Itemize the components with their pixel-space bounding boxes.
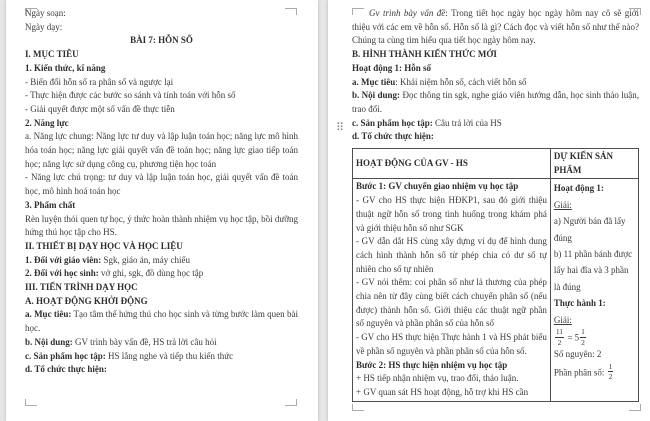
table-drag-handle-icon[interactable]: ⠿	[336, 121, 345, 134]
paragraph	[25, 48, 298, 62]
text-run: II. THIẾT BỊ DẠY HỌC VÀ HỌC LIỆU	[25, 240, 183, 251]
text-run: : Trong tiết học ngày học ngày hôm nay cô sẽ giới thiệu với các em về hỗn số. Hỗn số là gì? Cách đọc và viết hỗn số như thế nào? Chúng ta cùng tìm hiểu qua tiết học ngày hôm nay.	[352, 8, 639, 46]
paragraph	[25, 7, 298, 21]
text-run: - Thực hiện được các bước so sánh và tính toán với hỗn số	[25, 90, 236, 101]
text-run: I. MỤC TIÊU	[25, 49, 79, 60]
page-1	[6, 0, 318, 421]
paragraph	[25, 89, 298, 103]
text-run: - Biến đổi hỗn số ra phân số và ngược lại	[25, 76, 174, 87]
fraction	[555, 328, 564, 346]
text-run: Sgk, giáo án, máy chiếu	[101, 254, 190, 265]
text-run: Đọc thông tin sgk, nghe giáo viên hướng dẫn, học sinh thảo luận, trao đổi.	[352, 90, 639, 114]
text-run: HS lắng nghe và tiếp thu kiến thức	[105, 350, 234, 361]
text-run: - Giải quyết được một số vấn đề thực tiễn	[25, 103, 175, 114]
paragraph	[356, 386, 547, 400]
page-2-content	[352, 7, 639, 402]
text-run: Tạo tâm thế hứng thú cho học sinh và từng bước làm quen bài học.	[25, 309, 298, 334]
text-run: Giải:	[553, 199, 572, 210]
table-header-row	[353, 149, 639, 179]
text-run: + GV quan sát HS hoạt động, hỗ trợ khi HS cần	[356, 386, 529, 397]
paragraph	[554, 197, 635, 213]
table-body-row	[353, 179, 639, 401]
text-run: Bước 2: HS thực hiện nhiệm vụ học tập	[356, 359, 508, 370]
fraction-denominator: 2	[557, 337, 562, 347]
paragraph	[25, 76, 298, 90]
paragraph	[554, 328, 635, 346]
paragraph	[554, 246, 635, 295]
paragraph	[356, 331, 547, 358]
text-run: Số nguyên: 2	[553, 349, 602, 360]
paragraph	[356, 180, 547, 194]
text-run: Gv trình bày vấn đề	[369, 8, 446, 18]
paragraph	[25, 34, 298, 48]
paragraph	[25, 117, 298, 131]
text-run: a. Mục tiêu	[352, 76, 396, 87]
paragraph	[352, 117, 639, 131]
paragraph	[356, 194, 547, 235]
text-run: b. Nội dung:	[25, 336, 73, 347]
paragraph	[554, 312, 635, 328]
text-run: 1. Đối với giáo viên:	[25, 254, 102, 265]
fraction-denominator: 2	[581, 337, 585, 347]
text-run: 3. Phẩm chất	[25, 199, 76, 210]
paragraph	[554, 180, 635, 196]
text-run: b. Nội dung:	[352, 90, 401, 101]
paragraph	[25, 308, 298, 335]
text-run: Phần phân số:	[553, 367, 607, 377]
paragraph	[25, 240, 298, 254]
paragraph	[554, 213, 635, 246]
table-cell-gv-hs-activity	[353, 179, 551, 401]
paragraph	[356, 372, 547, 386]
paragraph	[356, 276, 547, 331]
paragraph	[25, 336, 298, 350]
text-run: B. HÌNH THÀNH KIẾN THỨC MỚI	[352, 49, 497, 60]
text-run: - GV cho HS thực hiện HĐKP1, sau đó giới thiệu thuật ngữ hỗn số trong tình huống trong khám phá và giới thiệu hỗn số như SGK	[356, 195, 547, 233]
paragraph	[554, 363, 635, 381]
text-run: : Khái niệm hỗn số, cách viết hỗn số	[395, 76, 527, 87]
text-run: 1. Kiến thức, kĩ năng	[25, 62, 106, 73]
fraction	[580, 328, 586, 346]
paragraph	[25, 281, 298, 295]
text-boundary-mark	[25, 399, 37, 406]
fraction-denominator: 2	[608, 372, 613, 381]
text-run: GV trình bày vấn đề, HS trả lời câu hỏi	[72, 336, 217, 347]
text-run: - GV nói thêm: coi phân số như là thương của phép chia nên từ đây cùng biết cách chuyển phân số (nếu được) thành hỗn số. Giới thiệu các thuật ngữ phần số nguyên và phần phân số của hỗn số	[356, 277, 547, 329]
paragraph	[25, 254, 298, 268]
paragraph	[25, 21, 298, 35]
text-run: c. Sản phẩm học tập:	[352, 117, 433, 128]
paragraph	[352, 89, 639, 116]
text-run: III. TIẾN TRÌNH DẠY HỌC	[25, 282, 138, 293]
text-boundary-mark	[629, 404, 641, 411]
fraction-numerator: 1	[581, 327, 585, 337]
table-cell-expected-product	[550, 179, 638, 401]
page-2-paragraphs	[352, 7, 639, 144]
page-2	[328, 0, 650, 421]
paragraph	[25, 103, 298, 117]
text-run: a) Người bán đã lấy đúng	[553, 216, 626, 243]
paragraph	[25, 62, 298, 76]
text-run: a. Mục tiêu:	[25, 309, 72, 320]
text-run: d. Tổ chức thực hiện:	[352, 131, 434, 142]
fraction-numerator: 11	[555, 327, 564, 337]
paragraph	[25, 130, 298, 171]
activity-table	[352, 148, 639, 402]
text-run: = 5	[565, 332, 580, 343]
paragraph	[25, 267, 298, 281]
text-run: - Năng lực chú trọng: tư duy và lập luận toán học, giải quyết vấn đề toán học, mô hình hoá toán học	[25, 172, 298, 197]
text-run: 2. Năng lực	[25, 117, 69, 128]
paragraph	[352, 62, 639, 76]
paragraph	[25, 199, 298, 213]
paragraph	[25, 350, 298, 364]
text-run: Ngày soạn:	[25, 8, 66, 18]
table-header-gv-hs: HOẠT ĐỘNG CỦA GV - HS	[353, 149, 551, 179]
text-run: BÀI 7: HỖN SỐ	[130, 35, 193, 46]
paragraph	[352, 76, 639, 90]
text-run: d. Tổ chức thực hiện:	[25, 364, 107, 375]
fraction-numerator: 1	[608, 361, 613, 371]
text-run: A. HOẠT ĐỘNG KHỞI ĐỘNG	[25, 295, 148, 306]
text-run: Bước 1: GV chuyển giao nhiệm vụ học tập	[356, 181, 519, 192]
paragraph	[352, 48, 639, 62]
text-run: Ngày dạy:	[25, 21, 63, 32]
text-run: a. Năng lực chung: Năng lực tư duy và lập luận toán học; năng lực mô hình hóa toán học; năng lực giải quyết vấn đề toán học; năng lực giao tiếp toán học; năng lực sử dụng công cụ, phương tiện học toán	[25, 131, 298, 169]
paragraph	[554, 346, 635, 362]
text-run: c. Sản phẩm học tập:	[25, 350, 106, 361]
text-run: Rèn luyện thói quen tự học, ý thức hoàn thành nhiệm vụ học tập, bồi dưỡng hứng thú học tập cho HS.	[25, 213, 298, 238]
text-run: Thực hành 1:	[553, 298, 606, 309]
text-run: - GV cho HS thực hiện Thực hành 1 và HS phát biểu về phần số nguyên và phần phân số của hỗn số.	[356, 332, 547, 356]
text-run: Giải:	[553, 314, 572, 325]
table-header-du-kien: DỰ KIẾN SẢN PHẨM	[550, 149, 638, 179]
paragraph	[25, 363, 298, 377]
text-run: - GV dẫn dắt HS cùng xây dựng ví dụ để hình dung cách hình thành hỗn số từ phép chia có dư số tự nhiên cho số tự nhiên	[356, 236, 547, 274]
text-run: + HS tiếp nhận nhiệm vụ, trao đổi, thảo luận.	[356, 373, 519, 384]
text-run: b) 11 phần bánh được lấy hai đĩa và 3 phần là đúng	[553, 249, 633, 292]
text-run: Hoạt động 1: Hỗn số	[352, 62, 432, 73]
text-run: 2. Đối với học sinh:	[25, 268, 99, 279]
text-run: Câu trả lời của HS	[432, 117, 502, 128]
paragraph	[356, 359, 547, 373]
paragraph	[554, 295, 635, 311]
page-1-content	[25, 7, 298, 377]
paragraph	[352, 7, 639, 48]
paragraph	[25, 171, 298, 198]
paragraph	[352, 130, 639, 144]
paragraph	[25, 213, 298, 240]
fraction	[608, 363, 614, 381]
paragraph	[356, 235, 547, 276]
text-run: vở ghi, sgk, đồ dùng học tập	[98, 268, 204, 279]
text-boundary-mark	[352, 404, 364, 411]
paragraph	[25, 295, 298, 309]
text-boundary-mark	[285, 399, 297, 406]
text-run: Hoạt động 1:	[553, 183, 604, 194]
